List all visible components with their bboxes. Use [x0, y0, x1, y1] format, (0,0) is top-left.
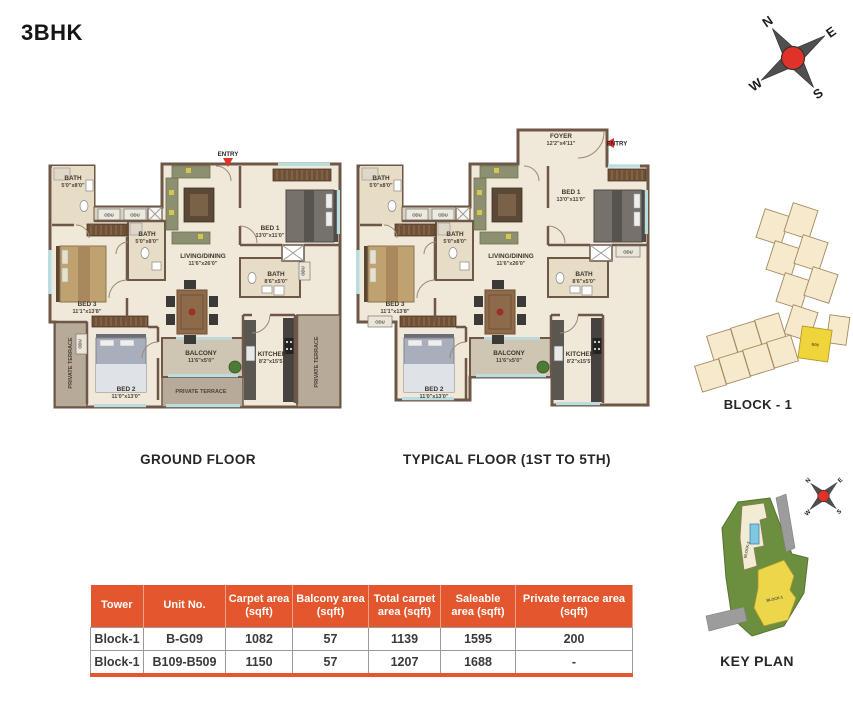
- key-plan-caption: KEY PLAN: [720, 653, 794, 669]
- pillow: [62, 268, 68, 282]
- block-unit: [784, 203, 818, 240]
- dining-chair: [474, 314, 483, 325]
- window: [556, 402, 600, 405]
- key-plan-block1-building: [754, 560, 796, 626]
- window: [356, 250, 360, 294]
- room-label: 12'2"x4'11": [546, 141, 576, 147]
- key-compass-s: S: [836, 508, 844, 516]
- stove-burner: [290, 348, 292, 350]
- room-label: 11'0"x13'0": [111, 394, 141, 400]
- room-label: BALCONY: [185, 350, 217, 357]
- room-label: 11'0"x13'0": [419, 394, 449, 400]
- table-cell: 1139: [369, 628, 441, 651]
- compass-rose-icon: [738, 6, 848, 110]
- sink: [262, 286, 272, 293]
- room-label: PRIVATE TERRACE: [314, 336, 320, 388]
- room-label: 8'6"x5'0": [264, 279, 288, 285]
- dining-chair: [166, 314, 175, 325]
- plant: [537, 361, 549, 373]
- bed-headboard: [56, 246, 60, 302]
- window: [645, 190, 648, 234]
- cushion: [169, 210, 174, 215]
- room-label: FOYER: [549, 133, 573, 140]
- table-row: [91, 651, 633, 676]
- pillow: [408, 340, 422, 346]
- cushion: [198, 234, 203, 239]
- room-label: ODU: [104, 212, 114, 218]
- sofa: [166, 178, 178, 230]
- room-label: 11'6"x5'0": [496, 358, 522, 364]
- room-label: 11'6"x26'0": [188, 261, 218, 267]
- room-label: BED 1: [260, 225, 280, 232]
- room-label: BATH: [267, 271, 285, 278]
- sink: [86, 180, 93, 191]
- table-cell: 1207: [369, 651, 441, 676]
- kitchen-sink: [554, 346, 563, 361]
- table-cell: 57: [293, 651, 369, 676]
- table-cell: 1595: [441, 628, 516, 651]
- page-title: 3BHK: [21, 20, 83, 45]
- bed-runner: [304, 190, 314, 242]
- room-label: PRIVATE TERRACE: [175, 389, 227, 395]
- window: [476, 374, 546, 377]
- pillow: [326, 212, 332, 226]
- table-row: [91, 628, 633, 651]
- wardrobe: [92, 316, 148, 327]
- room-label: ODU: [130, 212, 140, 218]
- table-cell: 1082: [226, 628, 293, 651]
- room-label: ODU: [412, 212, 422, 218]
- room-label: 8'6"x5'0": [572, 279, 596, 285]
- sink: [394, 180, 401, 191]
- ground-floor-caption: GROUND FLOOR: [140, 452, 256, 467]
- room-label: 5'0"x8'0": [369, 183, 393, 189]
- cushion: [506, 234, 511, 239]
- cushion: [494, 168, 499, 173]
- dining-chair: [517, 314, 526, 325]
- cushion: [477, 210, 482, 215]
- key-compass-e: E: [837, 477, 845, 485]
- table-header-cell: Balcony area (sqft): [293, 585, 369, 628]
- bath-fixture: [80, 201, 88, 212]
- key-plan: [692, 458, 852, 653]
- key-compass-n: N: [804, 477, 813, 485]
- dining-chair: [209, 296, 218, 307]
- table-cell: 1150: [226, 651, 293, 676]
- table-cell: Block-1: [91, 628, 144, 651]
- pillow: [634, 194, 640, 208]
- sofa: [172, 232, 210, 244]
- bath-fixture: [248, 273, 256, 284]
- dining-chair: [184, 335, 196, 344]
- stove-burner: [286, 341, 288, 343]
- room-label: KITCHEN: [257, 351, 287, 358]
- table-header-cell: Private terrace area (sqft): [516, 585, 633, 628]
- table-cell: 57: [293, 628, 369, 651]
- pillow: [634, 212, 640, 226]
- pillow: [370, 250, 376, 264]
- room-label: 5'0"x8'0": [443, 239, 467, 245]
- bed-runner: [78, 246, 90, 302]
- stove-burner: [594, 341, 596, 343]
- compass-e-label: E: [823, 23, 839, 41]
- block-caption: BLOCK - 1: [723, 397, 793, 412]
- room-label: BATH: [138, 231, 156, 238]
- stove-burner: [290, 341, 292, 343]
- kitchen-sink: [246, 346, 255, 361]
- ground-floor-plan: [48, 150, 348, 412]
- room-label: 8'2"x15'5": [566, 359, 594, 365]
- window: [608, 164, 640, 167]
- room-label: 11'1"x13'8": [380, 309, 410, 315]
- block-unit: [766, 241, 800, 278]
- table-header-cell: Saleable area (sqft): [441, 585, 516, 628]
- pillow: [120, 340, 134, 346]
- room-label: BED 3: [385, 301, 405, 308]
- typical-floor-plan: [356, 116, 658, 412]
- block-unit: [776, 273, 810, 310]
- dining-chair: [492, 280, 504, 289]
- room-label: ODU: [438, 212, 448, 218]
- window: [48, 250, 52, 294]
- stove-burner: [598, 341, 600, 343]
- bed-headboard: [404, 334, 454, 338]
- bath-fixture: [449, 248, 457, 259]
- area-table-header: [91, 585, 633, 628]
- key-plan-block1-label: BLOCK-1: [766, 595, 784, 603]
- bath-fixture: [141, 248, 149, 259]
- bath-fixture: [388, 201, 396, 212]
- room-label: 11'6"x5'0": [188, 358, 214, 364]
- pillow: [326, 194, 332, 208]
- area-table: [90, 585, 633, 677]
- room-label: 11'1"x13'8": [72, 309, 102, 315]
- table-header-cell: Unit No.: [144, 585, 226, 628]
- room-label: 5'0"x8'0": [61, 183, 85, 189]
- compass-w-label: W: [746, 75, 765, 95]
- table-header-cell: Tower: [91, 585, 144, 628]
- table-cell: B109-B509: [144, 651, 226, 676]
- dining-chair: [517, 296, 526, 307]
- room-label: ODU: [375, 319, 385, 325]
- table-cell: B-G09: [144, 628, 226, 651]
- plant: [229, 361, 241, 373]
- washer: [274, 286, 284, 295]
- room-label: BED 2: [116, 386, 136, 393]
- compass-s-label: S: [810, 85, 826, 103]
- washer: [582, 286, 592, 295]
- key-plan-compass-icon: [788, 461, 853, 532]
- room-label: BED 2: [424, 386, 444, 393]
- room-label: BALCONY: [493, 350, 525, 357]
- table-centerpiece: [189, 309, 196, 316]
- dining-chair: [492, 335, 504, 344]
- bed-headboard: [364, 246, 368, 302]
- room-label: 5'0"x8'0": [135, 239, 159, 245]
- window: [278, 163, 330, 166]
- pillow: [428, 340, 442, 346]
- room-label: KITCHEN: [565, 351, 595, 358]
- wardrobe: [400, 316, 456, 327]
- key-plan-pool: [750, 524, 759, 544]
- window: [337, 190, 340, 234]
- compass-n-label: N: [759, 12, 776, 31]
- stove-burner: [286, 348, 288, 350]
- room-label: BED 1: [561, 189, 581, 196]
- room-label: 8'2"x15'5": [258, 359, 286, 365]
- key-compass-w: W: [804, 509, 813, 518]
- coffee-table-top: [498, 194, 516, 216]
- coffee-table-top: [190, 194, 208, 216]
- bath-fixture: [556, 273, 564, 284]
- room-label: ENTRY: [217, 151, 239, 158]
- cushion: [169, 190, 174, 195]
- room-label: ODU: [77, 339, 83, 349]
- block-plan: [688, 192, 852, 392]
- window: [94, 404, 146, 407]
- room-label: LIVING/DINING: [180, 253, 226, 260]
- bed-runner: [386, 246, 398, 302]
- table-cell: Block-1: [91, 651, 144, 676]
- typical-floor-caption: TYPICAL FLOOR (1ST TO 5TH): [403, 452, 611, 467]
- bed-headboard: [96, 334, 146, 338]
- room-label: BED 3: [77, 301, 97, 308]
- sink: [460, 262, 469, 270]
- table-cell: 200: [516, 628, 633, 651]
- window: [166, 404, 240, 407]
- cushion: [477, 190, 482, 195]
- block-unit: [804, 267, 838, 304]
- cushion: [186, 168, 191, 173]
- pillow: [100, 340, 114, 346]
- room-label: ODU: [623, 249, 633, 255]
- room-label: 13'0"x11'0": [556, 197, 586, 203]
- area-table-body: [91, 628, 633, 676]
- stove-burner: [594, 348, 596, 350]
- pillow: [370, 268, 376, 282]
- sofa: [474, 178, 486, 230]
- room-label: PRIVATE TERRACE: [68, 337, 74, 389]
- sink: [152, 262, 161, 270]
- compass-arms: [720, 0, 853, 130]
- room-label: BATH: [446, 231, 464, 238]
- room-label: 11'6"x26'0": [496, 261, 526, 267]
- room-label: BATH: [64, 175, 82, 182]
- sink: [570, 286, 580, 293]
- dining-chair: [184, 280, 196, 289]
- table-cell: -: [516, 651, 633, 676]
- table-centerpiece: [497, 309, 504, 316]
- bed-runner: [612, 190, 622, 242]
- table-header-cell: Total carpet area (sqft): [369, 585, 441, 628]
- room-label: ODU: [300, 266, 306, 276]
- pillow: [62, 250, 68, 264]
- table-header-cell: Carpet area (sqft): [226, 585, 293, 628]
- table-cell: 1688: [441, 651, 516, 676]
- block-unit: [794, 235, 828, 272]
- room-label: 13'0"x11'0": [255, 233, 285, 239]
- room-label: LIVING/DINING: [488, 253, 534, 260]
- window: [168, 374, 238, 377]
- block-unit: [756, 209, 790, 246]
- sofa: [480, 232, 518, 244]
- key-plan-road-bottom: [706, 607, 747, 631]
- key-plan-block2-label: BLOCK-2: [743, 541, 751, 559]
- highlighted-unit-label: B09: [811, 341, 820, 348]
- room-label: BATH: [372, 175, 390, 182]
- room-label: ENTRY: [606, 140, 628, 148]
- dining-chair: [474, 296, 483, 307]
- stove-burner: [598, 348, 600, 350]
- dining-chair: [166, 296, 175, 307]
- dining-chair: [209, 314, 218, 325]
- room-label: BATH: [575, 271, 593, 278]
